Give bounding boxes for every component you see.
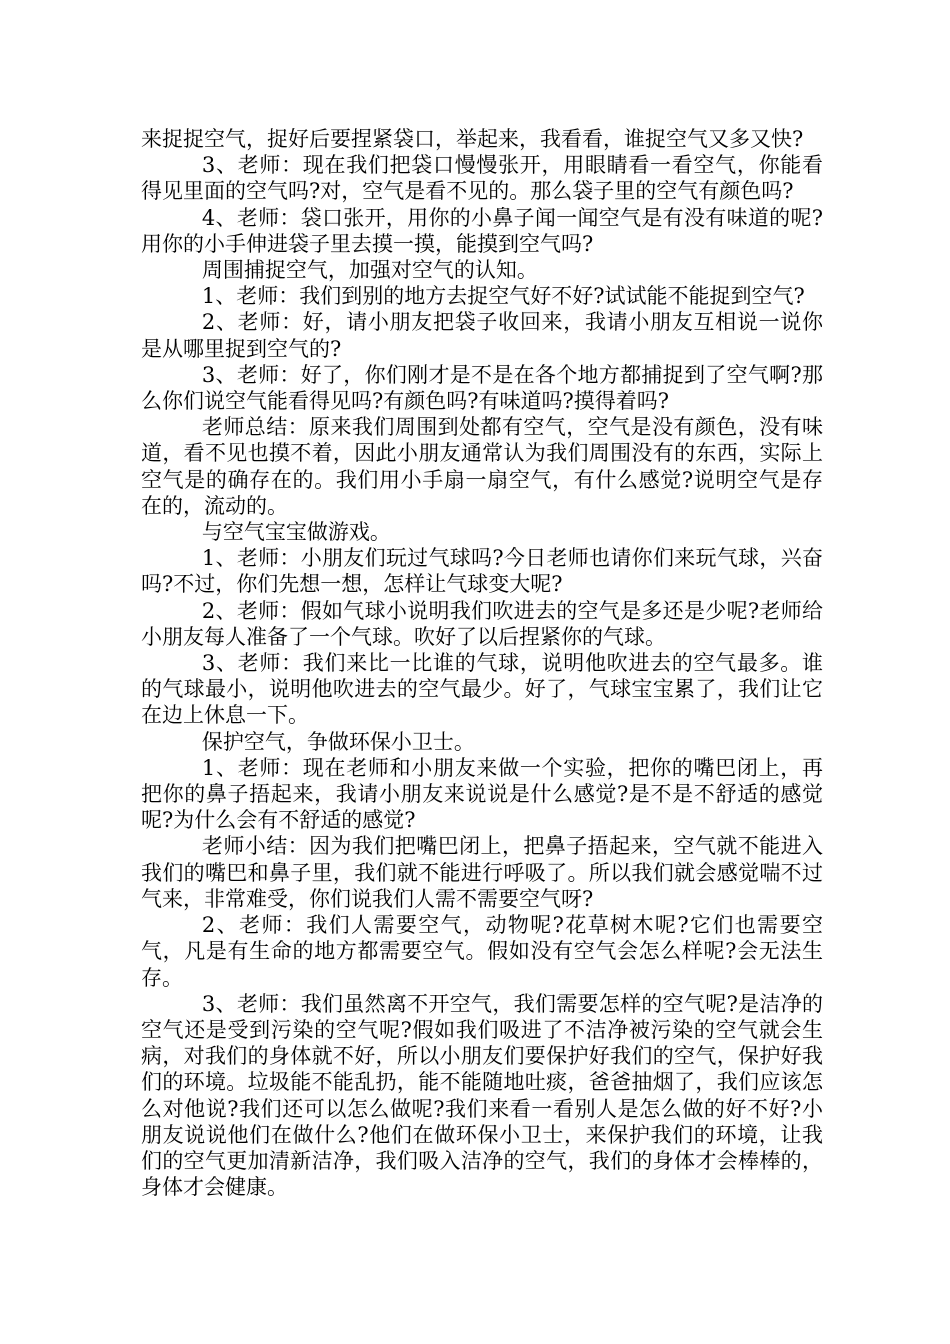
paragraph-16: 2、老师：我们人需要空气，动物呢?花草树木呢?它们也需要空气，凡是有生命的地方都需要空气。假如没有空气会怎么样呢?会无法生存。 <box>141 913 823 990</box>
paragraph-13: 保护空气，争做环保小卫士。 <box>201 729 475 754</box>
paragraph-6: 2、老师：好，请小朋友把袋子收回来，我请小朋友互相说一说你是从哪里捉到空气的? <box>141 310 823 361</box>
paragraph-1: 来捉捉空气，捉好后要捏紧袋口，举起来，我看看，谁捉空气又多又快? <box>141 127 804 151</box>
paragraph-7: 3、老师：好了，你们刚才是不是在各个地方都捕捉到了空气啊?那么你们说空气能看得见吗?有颜色吗?有味道吗?摸得着吗? <box>141 362 823 414</box>
document-body <box>141 126 823 1200</box>
paragraph-12: 3、老师：我们来比一比谁的气球，说明他吹进去的空气最多。谁的气球最小，说明他吹进去的空气最少。好了，气球宝宝累了，我们让它在边上休息一下。 <box>141 651 823 728</box>
paragraph-3: 4、老师：袋口张开，用你的小鼻子闻一闻空气是有没有味道的呢?用你的小手伸进袋子里去摸一摸，能摸到空气吗? <box>141 205 823 256</box>
paragraph-2: 3、老师：现在我们把袋口慢慢张开，用眼睛看一看空气，你能看得见里面的空气吗?对，空气是看不见的。那么袋子里的空气有颜色吗? <box>141 153 823 204</box>
paragraph-9: 与空气宝宝做游戏。 <box>201 520 391 545</box>
paragraph-5: 1、老师：我们到别的地方去捉空气好不好?试试能不能捉到空气? <box>201 284 805 309</box>
paragraph-8: 老师总结：原来我们周围到处都有空气，空气是没有颜色，没有味道，看不见也摸不着，因此小朋友通常认为我们周围没有的东西，实际上空气是的确存在的。我们用小手扇一扇空气，有什么感觉?说明空气是存在的，流动的。 <box>141 415 823 518</box>
paragraph-4: 周围捕捉空气，加强对空气的认知。 <box>201 258 538 283</box>
paragraph-15: 老师小结：因为我们把嘴巴闭上，把鼻子捂起来，空气就不能进入我们的嘴巴和鼻子里，我们就不能进行呼吸了。所以我们就会感觉喘不过气来，非常难受，你们说我们人需不需要空气呀? <box>141 834 823 911</box>
paragraph-10: 1、老师：小朋友们玩过气球吗?今日老师也请你们来玩气球，兴奋吗?不过，你们先想一想，怎样让气球变大呢? <box>141 546 823 597</box>
paragraph-14: 1、老师：现在老师和小朋友来做一个实验，把你的嘴巴闭上，再把你的鼻子捂起来，我请小朋友来说说是什么感觉?是不是不舒适的感觉呢?为什么会有不舒适的感觉? <box>141 755 823 833</box>
paragraph-17: 3、老师：我们虽然离不开空气，我们需要怎样的空气呢?是洁净的空气还是受到污染的空气呢?假如我们吸进了不洁净被污染的空气就会生病，对我们的身体就不好，所以小朋友们要保护好我们的空气，保护好我们的环境。垃圾能不能乱扔，能不能随地吐痰，爸爸抽烟了，我们应该怎么对他说?我们还可以怎么做呢?我们来看一看别人是怎么做的好不好?小朋友说说他们在做什么?他们在做环保小卫士，来保护我们的环境，让我们的空气更加清新洁净，我们吸入洁净的空气，我们的身体才会棒棒的，身体才会健康。 <box>141 991 823 1200</box>
paragraph-11: 2、老师：假如气球小说明我们吹进去的空气是多还是少呢?老师给小朋友每人准备了一个气球。吹好了以后捏紧你的气球。 <box>141 598 823 649</box>
